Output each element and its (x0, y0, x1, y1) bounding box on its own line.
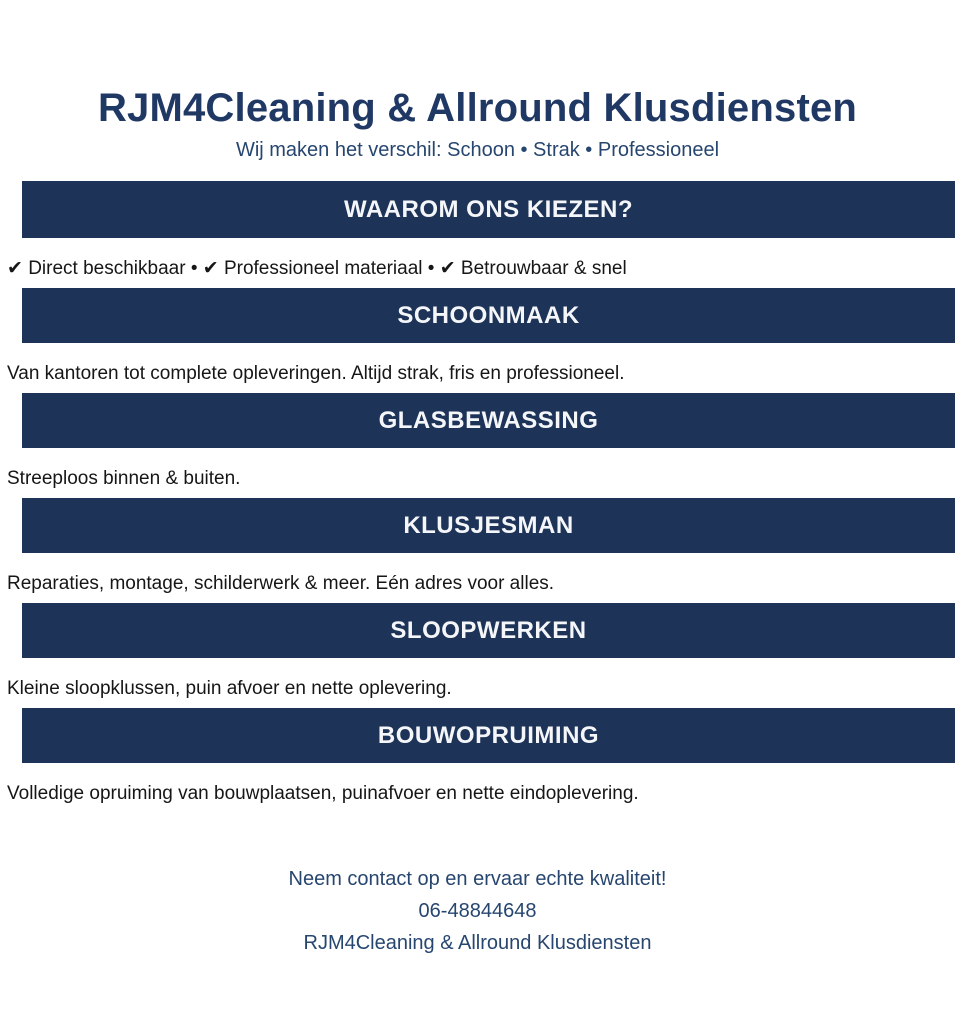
section-heading-klusjesman (22, 498, 955, 553)
contact-company-name: RJM4Cleaning & Allround Klusdiensten (303, 932, 652, 954)
section-body-klusjesman: Reparaties, montage, schilderwerk & meer. Eén adres voor alles. (7, 573, 555, 594)
section-heading-label: SCHOONMAAK (397, 301, 580, 329)
contact-footer (0, 867, 955, 955)
page-subtitle: Wij maken het verschil: Schoon • Strak • Professioneel (235, 139, 720, 161)
section-heading-bouwopruiming (22, 708, 955, 763)
section-heading-label: KLUSJESMAN (403, 511, 574, 539)
section-heading-label: WAAROM ONS KIEZEN? (344, 195, 633, 223)
section-body-sloopwerken: Kleine sloopklussen, puin afvoer en nette oplevering. (7, 678, 452, 699)
section-body-schoonmaak: Van kantoren tot complete opleveringen. Altijd strak, fris en professioneel. (7, 363, 625, 384)
section-heading-label: GLASBEWASSING (378, 406, 599, 434)
section-heading-waarom-ons-kiezen (22, 181, 955, 238)
section-body-glasbewassing: Streeploos binnen & buiten. (7, 468, 241, 489)
section-body-usp-list: ✔ Direct beschikbaar • ✔ Professioneel materiaal • ✔ Betrouwbaar & snel (7, 258, 627, 279)
section-body-bouwopruiming: Volledige opruiming van bouwplaatsen, puinafvoer en nette eindoplevering. (7, 783, 639, 804)
section-heading-label: BOUWOPRUIMING (377, 721, 600, 749)
section-heading-schoonmaak (22, 288, 955, 343)
page-title: RJM4Cleaning & Allround Klusdiensten (97, 86, 858, 130)
section-heading-label: SLOOPWERKEN (390, 616, 587, 644)
contact-cta-text: Neem contact op en ervaar echte kwaliteit! (288, 868, 667, 890)
contact-phone-number: 06-48844648 (418, 900, 537, 922)
section-heading-sloopwerken (22, 603, 955, 658)
section-heading-glasbewassing (22, 393, 955, 448)
